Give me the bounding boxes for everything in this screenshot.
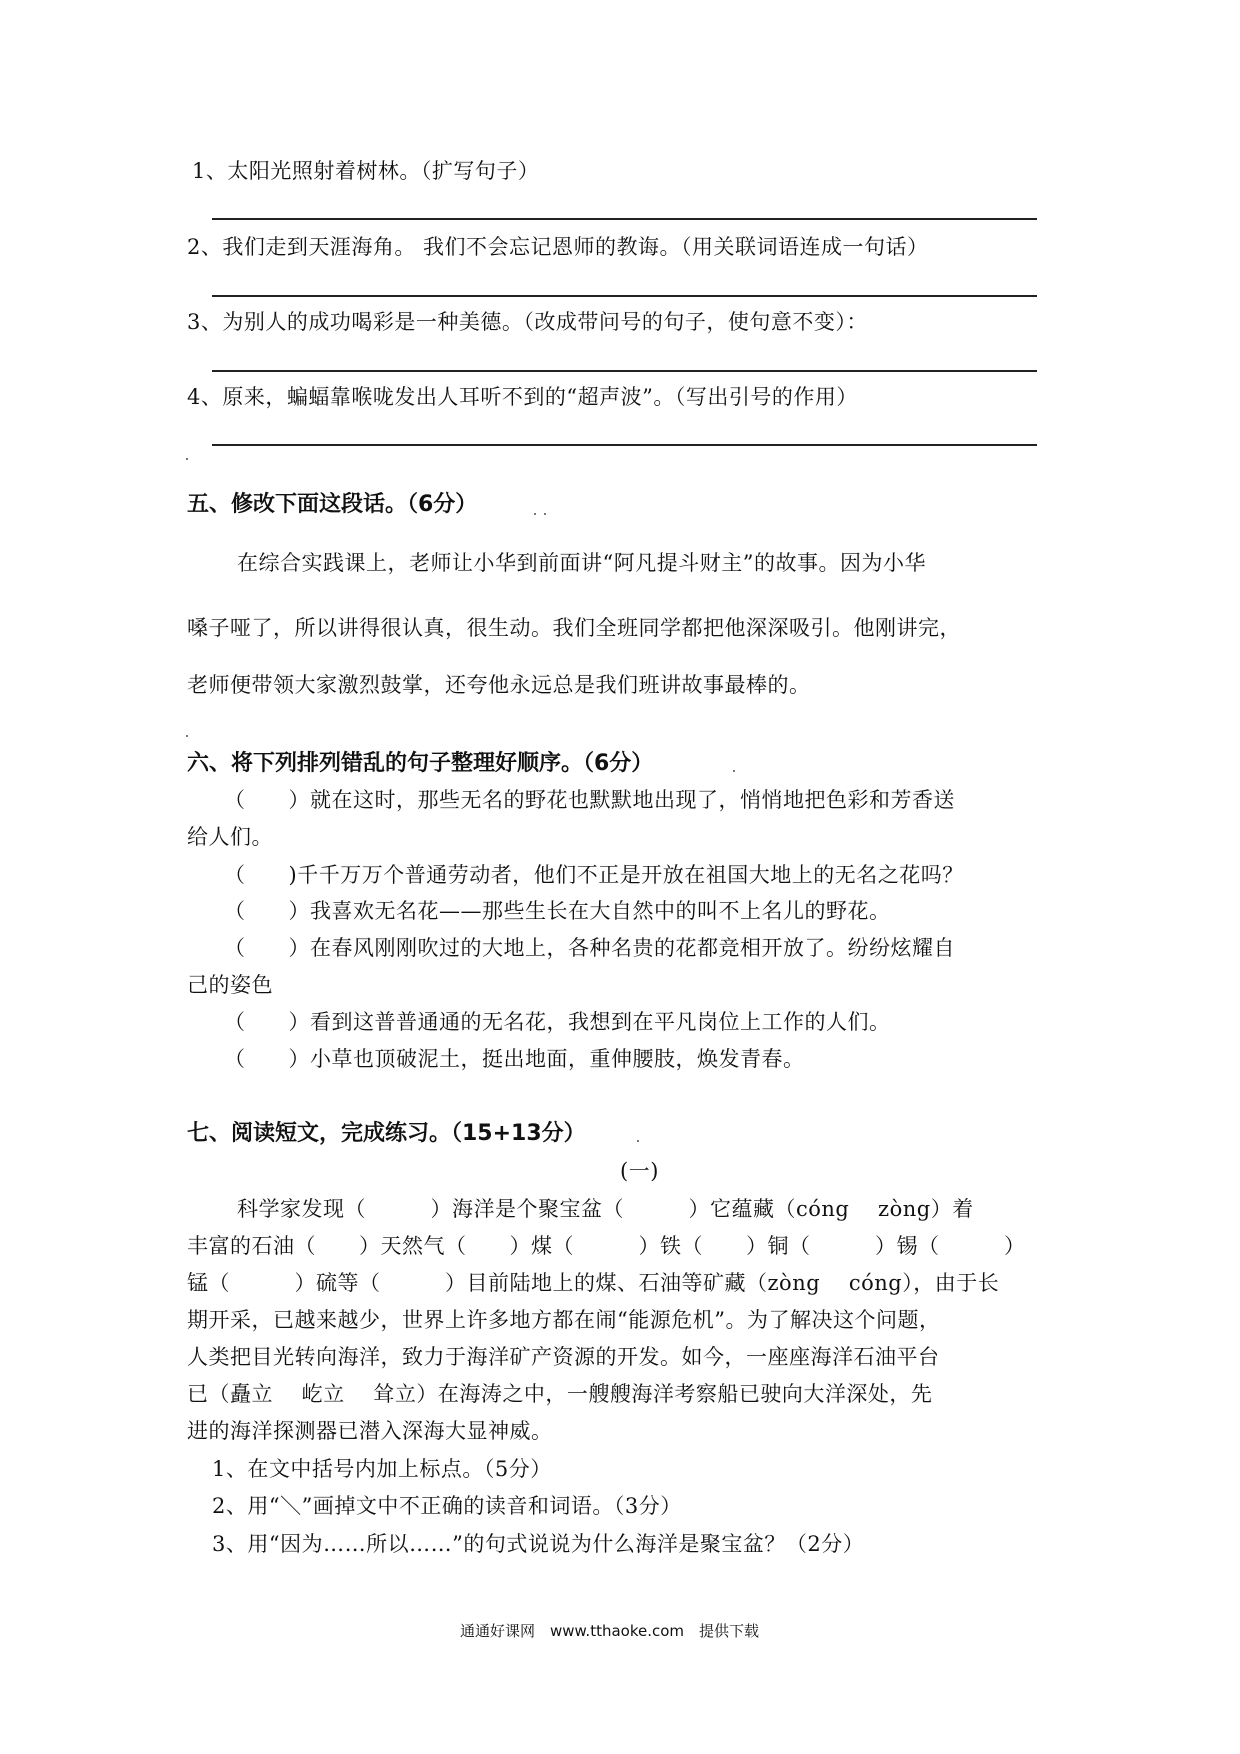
section7-title: 七、阅读短文，完成练习。（15+13分） bbox=[187, 1121, 586, 1146]
rewrite-item-1: 1、太阳光照射着树林。（扩写句子） bbox=[192, 159, 540, 183]
section6-line-2: 给人们。 bbox=[187, 825, 273, 849]
question-1: 1、在文中括号内加上标点。（5分） bbox=[212, 1457, 552, 1481]
section6-title: 六、将下列排列错乱的句子整理好顺序。（6分） bbox=[187, 751, 654, 776]
section5-line-1: 在综合实践课上，老师让小华到前面讲“阿凡提斗财主”的故事。因为小华 bbox=[237, 551, 926, 575]
passage-line-6: 已（矗立 屹立 耸立）在海涛之中，一艘艘海洋考察船已驶向大洋深处，先 bbox=[187, 1382, 933, 1406]
scan-speck bbox=[637, 1140, 639, 1142]
section6-line-1: （ ）就在这时，那些无名的野花也默默地出现了，悄悄地把色彩和芳香送 bbox=[224, 788, 955, 812]
passage-line-5: 人类把目光转向海洋，致力于海洋矿产资源的开发。如今，一座座海洋石油平台 bbox=[187, 1345, 940, 1369]
scan-speck bbox=[186, 458, 188, 460]
scan-speck bbox=[186, 735, 188, 737]
passage-line-1: 科学家发现（ ）海洋是个聚宝盆（ ）它蕴藏（cóng zòng）着 bbox=[237, 1197, 974, 1221]
rewrite-item-2: 2、我们走到天涯海角。 我们不会忘记恩师的教诲。（用关联词语连成一句话） bbox=[187, 235, 929, 259]
answer-line-4 bbox=[212, 444, 1037, 446]
question-3: 3、用“因为……所以……”的句式说说为什么海洋是聚宝盆？（2分） bbox=[212, 1532, 865, 1556]
section7-subtitle: (一) bbox=[620, 1159, 659, 1183]
section6-line-5: （ ）在春风刚刚吹过的大地上，各种名贵的花都竞相开放了。纷纷炫耀自 bbox=[224, 936, 955, 960]
scan-speck bbox=[733, 770, 735, 772]
scan-speck bbox=[544, 513, 546, 515]
answer-line-1 bbox=[212, 218, 1037, 220]
section6-line-6: 己的姿色 bbox=[187, 973, 273, 997]
passage-line-7: 进的海洋探测器已潜入深海大显神威。 bbox=[187, 1419, 553, 1443]
section6-line-7: （ ）看到这普普通通的无名花，我想到在平凡岗位上工作的人们。 bbox=[224, 1010, 891, 1034]
section5-line-3: 老师便带领大家激烈鼓掌，还夸他永远总是我们班讲故事最棒的。 bbox=[187, 673, 811, 697]
question-2: 2、用“＼”画掉文中不正确的读音和词语。（3分） bbox=[212, 1494, 682, 1518]
passage-line-2: 丰富的石油（ ）天然气（ ）煤（ ）铁（ ）铜（ ）锡（ ） bbox=[187, 1234, 1026, 1258]
section6-line-8: （ ）小草也顶破泥土，挺出地面，重伸腰肢，焕发青春。 bbox=[224, 1047, 805, 1071]
section5-title: 五、修改下面这段话。（6分） bbox=[187, 492, 478, 517]
scan-speck bbox=[534, 513, 536, 515]
section6-line-4: （ ）我喜欢无名花——那些生长在大自然中的叫不上名儿的野花。 bbox=[224, 899, 891, 923]
section5-line-2: 嗓子哑了，所以讲得很认真，很生动。我们全班同学都把他深深吸引。他刚讲完， bbox=[187, 616, 961, 640]
passage-line-3: 锰（ ）硫等（ ）目前陆地上的煤、石油等矿藏（zòng cóng），由于长 bbox=[187, 1271, 1000, 1295]
rewrite-item-3: 3、为别人的成功喝彩是一种美德。（改成带问号的句子，使句意不变）： bbox=[187, 310, 868, 334]
answer-line-2 bbox=[212, 295, 1037, 297]
answer-line-3 bbox=[212, 370, 1037, 372]
passage-line-4: 期开采，已越来越少，世界上许多地方都在闹“能源危机”。为了解决这个问题， bbox=[187, 1308, 941, 1332]
rewrite-item-4: 4、原来，蝙蝠靠喉咙发出人耳听不到的“超声波”。（写出引号的作用） bbox=[187, 385, 858, 409]
section6-line-3: （ )千千万万个普通劳动者，他们不正是开放在祖国大地上的无名之花吗？ bbox=[224, 863, 964, 887]
page-footer: 通通好课网 www.tthaoke.com 提供下载 bbox=[460, 1622, 760, 1640]
